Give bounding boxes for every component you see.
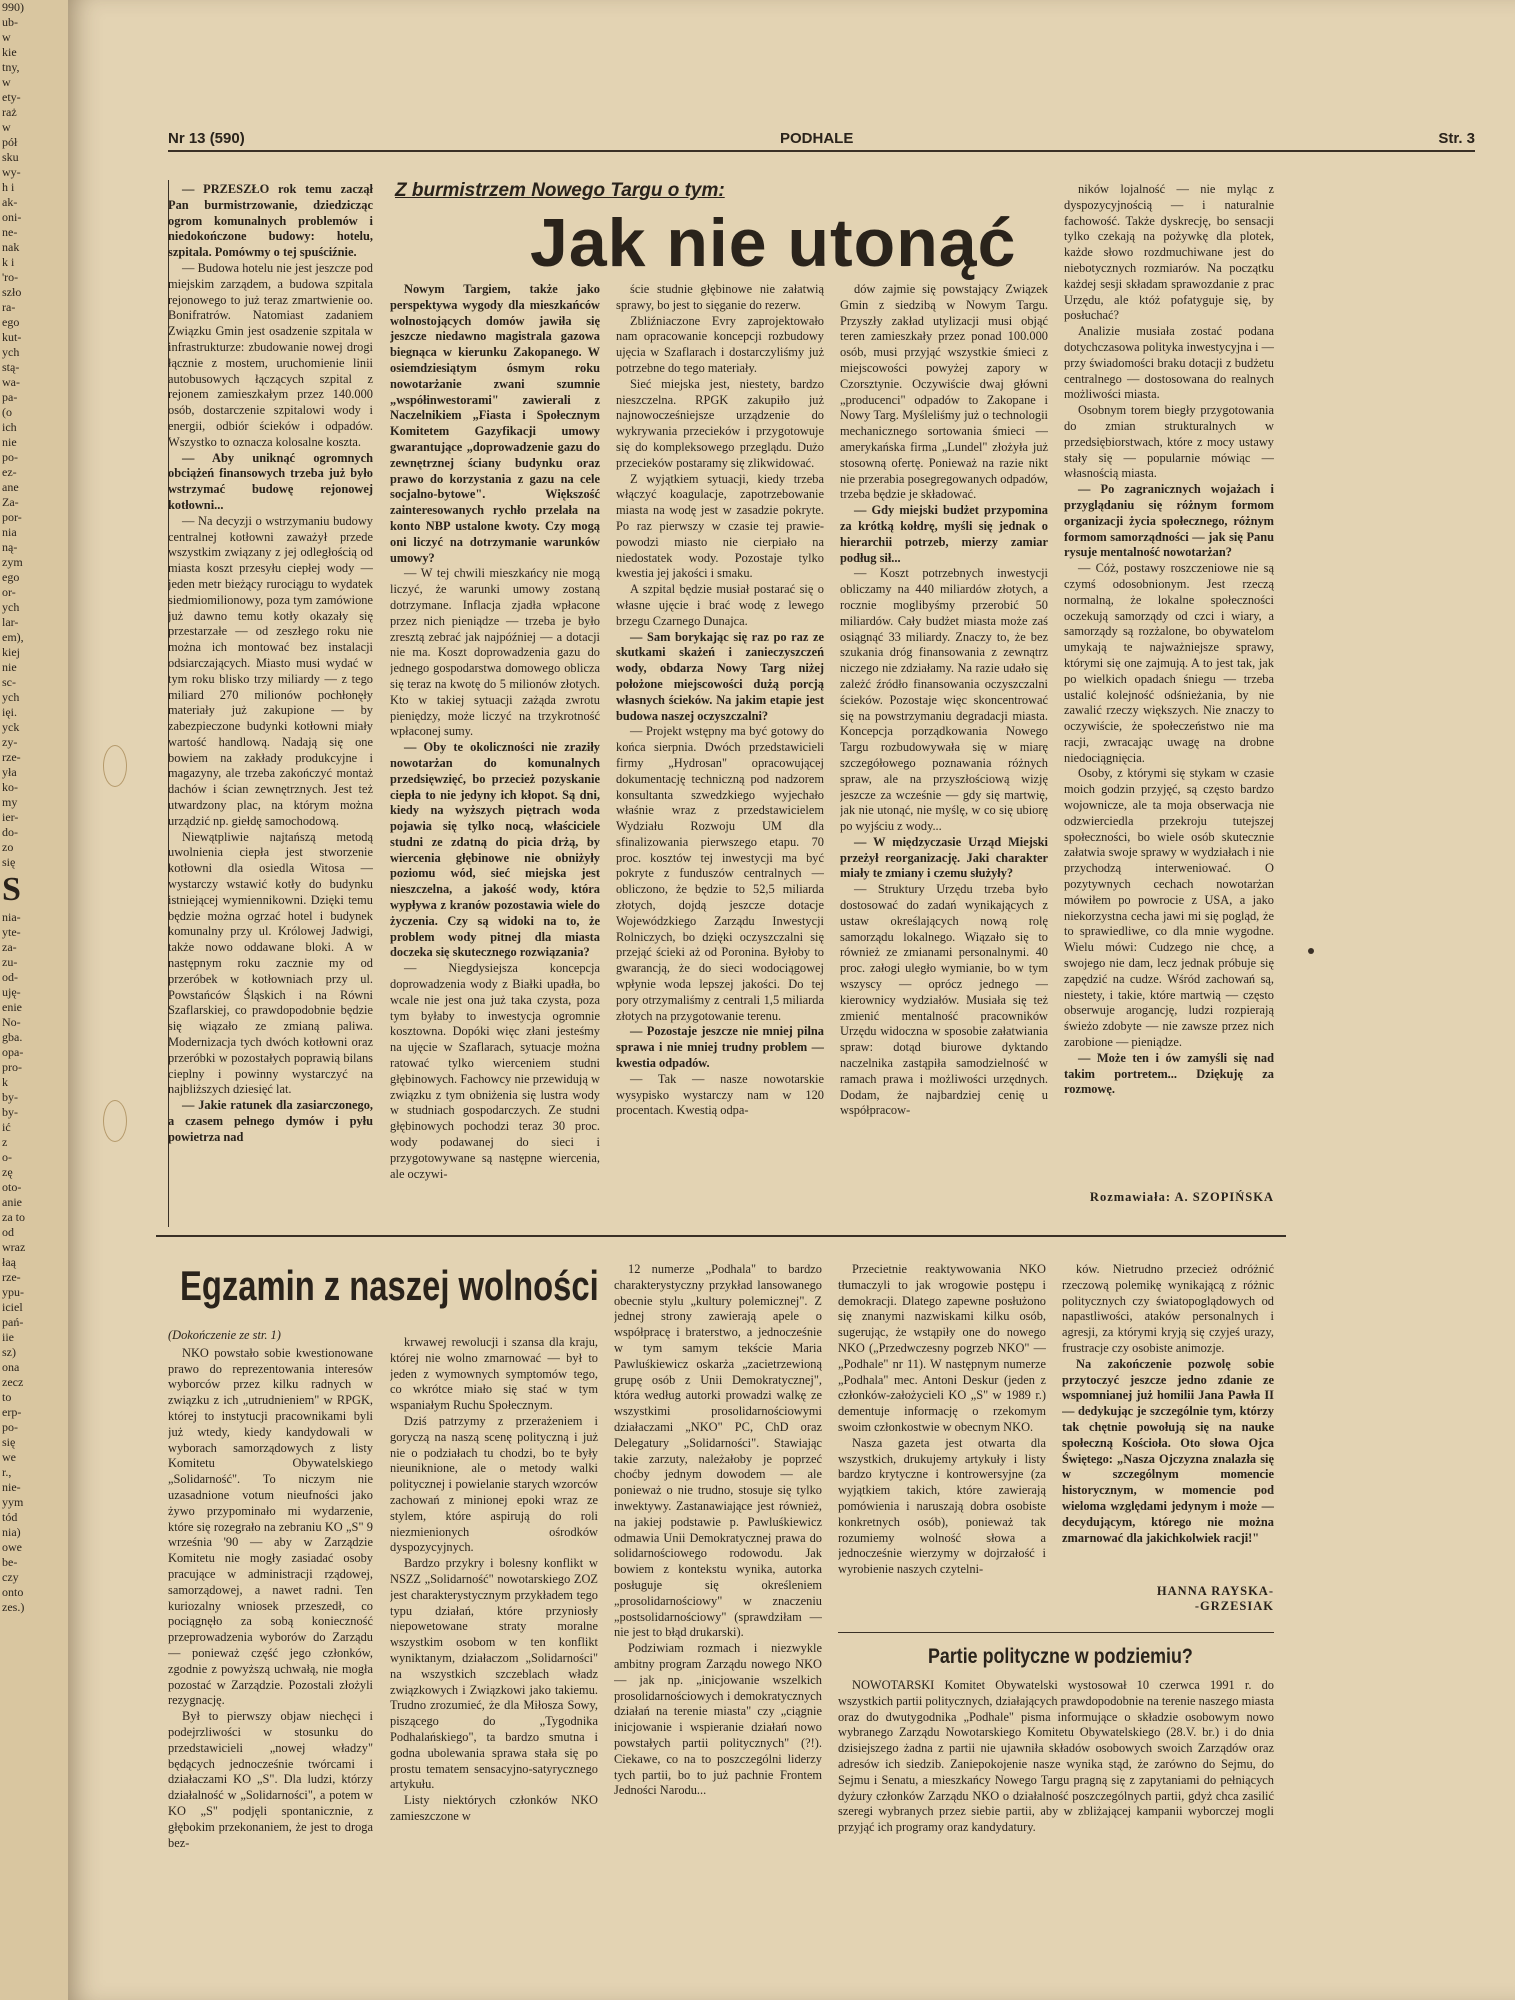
- paragraph: Listy niektórych członków NKO zamieszczone w: [390, 1793, 598, 1823]
- margin-fragment: sc-: [2, 675, 16, 689]
- margin-fragment: k: [2, 1075, 8, 1089]
- margin-fragment: oni-: [2, 210, 22, 224]
- paragraph: dów zajmie się powstający Związek Gmin z siedzibą w Nowym Targu. Przyszły zakład utylizacji musi objąć teren zamieszkały przez ponad 100.000 osób, musi przyjąć wszystkie śmieci z miejscowości powyżej zapory w Czorsztynie. Oczywiście dwaj główni „producenci" odpadów to Zakopane i Nowy Targ. Myśleliśmy już o technologii mechanicznego sortowania śmieci — amerykańska firma „Lundel" złożyła już stosowną ofertę. Ponieważ na razie nikt nie przerabia posegregowanych odpadów, trzeba będzie je składować.: [840, 282, 1048, 502]
- paragraph: — Struktury Urzędu trzeba było dostosować do zadań wynikających z ustaw określających nową rolę samorządu lokalnego. Wiązało się to również ze zmianami personalnymi. 40 proc. załogi uległo wymianie, bo w tym wszyscy — oprócz jednego — kierownicy wydziałów. Musiała się też zmienić mentalność pracowników Urzędu widoczna w sposobie załatwiania spraw: dotąd biurowe dyktando naczelnika zastąpiła samodzielność w ramach prawa i możliwości urzędnych. Dodam, że najbardziej cenię u współpracow-: [840, 882, 1048, 1118]
- article2-column-2: [390, 1335, 598, 1965]
- margin-fragment: ypu-: [2, 1285, 24, 1299]
- paragraph: — Na decyzji o wstrzymaniu budowy centralnej kotłowni zaważył przede wszystkim związany z jej odległością od miasta koszt przesyłu ciepłej wody — jeden metr bieżący rurociągu to wydatek siedmiomilionowy, poza tym zamówione już dawno temu kotły okazały się przestarzałe — od zeszłego roku nie można ich montować bez instalacji odsiarczających. Miasto musi wydać w tym roku blisko trzy miliardy — z tego miliard 270 milionów pochłonęły materiały już zakupione — by zabezpieczone budynki kotłowni miały wartość handlową. Nadają się one bowiem na zakłady produkcyjne i magazyny, ale trzeba zakończyć montaż dachów i ścian zewnętrznych. Jest też utwardzony plac, na którym można urządzić np. giełdę samochodową.: [168, 513, 373, 828]
- paragraph: — Budowa hotelu nie jest jeszcze pod miejskim zarządem, a budowa szpitala rejonowego to już teraz zmartwienie oo. Bonifratrów. Natomiast zadaniem Związku Gmin jest osadzenie szpitala w infrastrukturze: zbudowanie nowej drogi łącznie z mostem, uruchomienie linii autobusowych łączących szpital z rejonem zamieszkałym przez 140.000 osób, dostarczenie szpitalowi wody i energii, odbiór ścieków i odpadów. Wszystko to oznacza kolosalne koszta.: [168, 260, 373, 449]
- margin-fragment: lar-: [2, 615, 19, 629]
- paragraph: Osoby, z którymi się stykam w czasie moich godzin przyjęć, są często bardzo wojownicze, ale ta moja obserwacja nie odzwierciedla przekroju tutejszej społeczności, bo wiele osób skutecznie załatwia swoje sprawy w wydziałach i nie przychodzą interweniować. O pozytywnych cechach nowotarżan mówiłem po powrocie z USA, a jako niekorzystna cecha jawi mi się pogląd, że to sprawiedliwe, co dla mnie wygodne. Wielu mówi: Cudzego nie chcę, a swojego nie dam, lecz jednak próbuje się zapędzić na cudze. Wśród zachowań są, niestety, i takie, które martwią — często obserwuje arogancję, ludzi rozpierają świeżo zdobyte — nie zawsze przez nich zarobione — pieniądze.: [1064, 766, 1274, 1050]
- article1-column-1: [168, 182, 373, 1227]
- paragraph: Na zakończenie pozwolę sobie przytoczyć jeszcze jedno zdanie ze wspomnianej już homilii Jana Pawła II — dedykując je szczególnie tym, którzy tak chętnie powołują się na nauke społeczną Kościoła. Oto słowa Ojca Świętego: „Nasza Ojczyzna znalazła się w szczególnym momencie historycznym, w momencie pod wieloma względami jedynym i może — decydującym, którego nie można zmarnować dla jakichkolwiek racji!": [1062, 1356, 1274, 1545]
- article2-signature: [1062, 1584, 1274, 1614]
- margin-fragment: ez-: [2, 465, 17, 479]
- box-top-rule: [838, 1632, 1274, 1633]
- margin-fragment: o-: [2, 1150, 12, 1164]
- margin-fragment: wraz: [2, 1240, 26, 1254]
- margin-fragment: por-: [2, 510, 22, 524]
- section-divider: [156, 1235, 1286, 1237]
- margin-fragment: z: [2, 1135, 8, 1149]
- margin-fragment: nie: [2, 435, 17, 449]
- margin-fragment: zym: [2, 555, 23, 569]
- paragraph: Bardzo przykry i bolesny konflikt w NSZZ „Solidarność" nowotarskiego ZOZ jest charakterystycznym przykładem tego typu działań, które przyniosły niepowetowane straty moralne wszystkim osobom w ten konflikt wyniktanym, działaczom „Solidarności" na wszystkich szczeblach władz związkowych i Związkowi jako takiemu. Trudno zrozumieć, że dla Miłosza Sowy, piszącego do „Tygodnika Podhalańskiego", ta bardzo smutna i godna ubolewania sprawa stała się po prostu tematem sensacyjno-satyrycznego artykułu.: [390, 1556, 598, 1792]
- paragraph: — Jakie ratunek dla zasiarczonego, a czasem pełnego dymów i pyłu powietrza nad: [168, 1098, 373, 1144]
- margin-fragment: ną-: [2, 540, 18, 554]
- paragraph: Z wyjątkiem sytuacji, kiedy trzeba włączyć koagulacje, zapotrzebowanie miasta na wodę jest w zasadzie pokryte. Po raz pierwszy w czasie tej prawie-powodzi miasto nie cierpiało na niedostatek wody. Pozostaje tylko kwestia jej jakości i smaku.: [616, 471, 824, 581]
- margin-fragment: by-: [2, 1105, 18, 1119]
- margin-fragment: zu-: [2, 955, 18, 969]
- paragraph: — Po zagranicznych wojażach i przyglądaniu się różnym formom organizacji życia społecznego, różnym formom samorządności — jak się Panu rysuje mentalność nowotarżan?: [1064, 482, 1274, 560]
- margin-fragment: zes.): [2, 1600, 25, 1614]
- paragraph: Przecietnie reaktywowania NKO tłumaczyli to jak wrogowie postępu i demokracji. Dlatego zapewne posłużono się znanymi nazwiskami kilku osób, sugerując, że wstąpiły one do nowego NKO („Przedwczesny pogrzeb NKO" — „Podhale" nr 11). W następnym numerze „Podhala" mec. Antoni Deskur (jeden z członków-założycieli KO „S" w 1989 r.) dementuje informację o rzekomym swoim członkostwie w obecnym NKO.: [838, 1262, 1046, 1434]
- paragraph: ście studnie głębinowe nie załatwią sprawy, bo jest to sięganie do rezerw.: [616, 282, 824, 312]
- paragraph: — Sam borykając się raz po raz ze skutkami skażeń i zanieczyszczeń wody, obdarza Nowy Targ niżej położone miejscowości dużą porcją własnych ścieków. Na jakim etapie jest budowa naszej oczyszczalni?: [616, 629, 824, 723]
- margin-fragment: ane: [2, 480, 19, 494]
- margin-fragment: No-: [2, 1015, 21, 1029]
- margin-fragment: ych: [2, 345, 20, 359]
- margin-fragment: pół: [2, 135, 18, 149]
- margin-fragment: 990): [2, 0, 24, 14]
- margin-fragment: po-: [2, 450, 18, 464]
- box-title: Partie polityczne w podziemiu?: [928, 1645, 1193, 1668]
- margin-fragment: nia: [2, 525, 17, 539]
- margin-fragment: w: [2, 30, 11, 44]
- margin-fragment: nie-: [2, 1480, 21, 1494]
- margin-fragment: pań-: [2, 1315, 24, 1329]
- paragraph: — PRZESZŁO rok temu zaczął Pan burmistrzowanie, dziedzicząc ogrom komunalnych problemów i niedokończone budowy: hotelu, szpitala. Pomówmy o tej spuściźnie.: [168, 182, 373, 260]
- paragraph: — Gdy miejski budżet przypomina za krótką kołdrę, myśli się jednak o hierarchii potrzeb, mierzy zamiar podług sił...: [840, 503, 1048, 565]
- article1-column-2: [390, 282, 600, 1227]
- box-text: NOWOTARSKI Komitet Obywatelski wystosował 10 czerwca 1991 r. do wszystkich partii politycznych, działających prawdopodobnie na terenie naszego miasta oraz do dwutygodnika „Podhale" pisma informujące o składzie osobowym nowo wybranego Zarządu Nowotarskiego Komitetu Obywatelskiego (28.V. br.) i do dnia dzisiejszego żadna z partii nie ujawniła składów osobowych swoich Zarządów oraz adresów ich siedzib. Zaniepokojenie nasze wynika stąd, że zarówno do Sejmu, do Sejmu i Senatu, a mieszkańcy Nowego Targu pragną się z zapytaniami do pełniących dyżury członków Zarządu NKO o działalność poszczególnych partii, gdyż chca zasilić szeregi wybranych przez siebie partii, aby w zbliżającej kampanii wyborczej mogli przyjąć ich programy oraz kandydatury.: [838, 1678, 1274, 1835]
- paragraph: Nowym Targiem, także jako perspektywa wygody dla mieszkańców wolnostojących domów jawiła się jeszcze niedawno magistrala gazowa biegnąca w kierunku Zakopanego. W osiemdziesiątym ósmym roku nowotarżanie zwani szumnie „współinwestorami" zawierali z Naczelnikiem „Fiasta i Społecznym Komitetem Gazyfikacji umowy gwarantujące „doprowadzenie gazu do zewnętrznej ściany budynku oraz prawo do korzystania z gazu na cele socjalno-bytowe". Większość zainteresowanych rychło przelała na konto NBP ustalone kwoty. Czy mogą oni liczyć na dotrzymanie warunków umowy?: [390, 282, 600, 565]
- margin-fragment: wa-: [2, 375, 20, 389]
- margin-fragment: 'ro-: [2, 270, 19, 284]
- margin-fragment: ub-: [2, 15, 18, 29]
- article2-column-4: [838, 1262, 1046, 1624]
- margin-fragment: od: [2, 1225, 14, 1239]
- paragraph: NKO powstało sobie kwestionowane prawo do reprezentowania interesów wyborców przez kilku radnych w związku z ich „utrudnieniem" w RPGK, której to instytucji pracownikami byli już wtedy, kiedy kandydowali w wyborach samorządowych z listy Komitetu Obywatelskiego „Solidarność". To niczym nie uzasadnione votum nieufności jako żywo przypominało mi wydarzenie, które się rozegrało na zebraniu KO „S" 9 września '90 — aby w Zarządzie Komitetu nie mogły zasiadać osoby pracujące w administracji rządowej, samorządowej, a nawet radni. Ten kuriozalny wniosek przeszedł, co pociągnęło za sobą konieczność przeprowadzenia wyborów do Zarządu — ponieważ część jego członków, zgodnie z powyższą uchwałą, nie mogła pozostać w Zarządzie. Pozostali złożyli rezygnację.: [168, 1345, 373, 1708]
- paragraph: — Tak — nasze nowotarskie wysypisko wystarczy nam w 120 procentach. Kwestią odpa-: [616, 1071, 824, 1118]
- margin-fragment: yte-: [2, 925, 21, 939]
- margin-fragment: owe: [2, 1540, 22, 1554]
- paragraph: Podziwiam rozmach i niezwykle ambitny program Zarządu nowego NKO — jak np. „inicjowanie wszelkich prosolidarnościowych i demokratycznych działań na terenie miasta" czy „ciągnie inicjowanie i wspieranie działań nowo powstałych partii politycznych" (?!). Ciekawe, co na to poszczególni liderzy tych partii, bo to już pachnie Frontem Jedności Narodu...: [614, 1641, 822, 1798]
- margin-fragment: ego: [2, 315, 20, 329]
- margin-fragment: em),: [2, 630, 24, 644]
- margin-fragment: ięi.: [2, 705, 17, 719]
- margin-fragment: się: [2, 1435, 16, 1449]
- margin-fragment: anie: [2, 1195, 22, 1209]
- paragraph: A szpital będzie musiał postarać się o własne ujęcie i brać wodę z lewego brzegu Czarnego Dunajca.: [616, 582, 824, 628]
- margin-fragment: ić: [2, 1120, 11, 1134]
- margin-fragment: czy: [2, 1570, 19, 1584]
- margin-fragment: we: [2, 1450, 16, 1464]
- margin-fragment: opa-: [2, 1045, 24, 1059]
- margin-fragment: nie: [2, 660, 17, 674]
- article2-headline: Egzamin z naszej wolności: [180, 1262, 599, 1309]
- article1-signature: Rozmawiała: A. SZOPIŃSKA: [1089, 1190, 1274, 1204]
- margin-fragment: by-: [2, 1090, 18, 1104]
- article1-column-4: [840, 282, 1048, 1227]
- margin-fragment: do-: [2, 825, 18, 839]
- margin-fragment: ych: [2, 690, 20, 704]
- margin-fragment: uję-: [2, 985, 21, 999]
- paragraph: ników lojalność — nie myląc z dyspozycyjnością — i naturalnie fachowość. Także dyskrecję, bo sensacji tylko czekają na pożywkę dla plotek, każde słowo rozdmuchiwane jest do niebotycznych rozmiarów. Na początku każdej sesji składam sprawozdanie z prac Urzędu, ale któż pofatyguje się, by posłuchać?: [1064, 182, 1274, 323]
- margin-fragment: rze-: [2, 750, 21, 764]
- article1-column-5: [1064, 182, 1274, 1182]
- margin-fragment: kut-: [2, 330, 22, 344]
- margin-fragment: po-: [2, 1420, 18, 1434]
- margin-fragment: pro-: [2, 1060, 22, 1074]
- margin-fragment: tny,: [2, 60, 20, 74]
- paragraph: Dziś patrzymy z przerażeniem i goryczą na naszą scenę polityczną i już nie o podziałach tu chodzi, bo te były nieuniknione, ale o metody walki politycznej i powielanie starych wzorców zachowań z minionej epoki wraz ze stylem, które aspirują do roli niezmienionych ośrodków dyspozycyjnych.: [390, 1413, 598, 1555]
- article1-column-3: [616, 282, 824, 1227]
- margin-fragment: (o: [2, 405, 12, 419]
- paragraph: 12 numerze „Podhala" to bardzo charakterystyczny przykład lansowanego obecnie stylu „kultury polemicznej". Z jednej strony zawierają apele o współpracę i braterstwo, a jednocześnie w tym samym tekście Maria Pawluśkiewicz oskarża „zacietrzewioną grupę osób z Unii Demokratycznej", która według autorki prowadzi walkę ze wszystkimi prosolidarnościowymi działaczami „NKO" PC, ChD oraz Delegatury „Solidarności". Stawiając takie zarzuty, należałoby je poprzeć choćby jednym dowodem — ale ponieważ o nie trudno, stosuje się tylko inwektywy. Zastanawiające jest również, na jakiej podstawie p. Pawluśkiewicz odmawia Unii Demokratycznej prawa do solidarnościowego rodowodu. Jak bowiem z kontekstu wynika, autorka posługuje się określeniem „prosolidarnościowy" w znaczeniu „postsolidarnościowy" (sprawdziłam — nie jest to błąd drukarski).: [614, 1262, 822, 1640]
- margin-fragment: erp-: [2, 1405, 22, 1419]
- article-headline: Jak nie utonąć: [530, 205, 1017, 281]
- paragraph: Był to pierwszy objaw niechęci i podejrzliwości w stosunku do przedstawicieli „nowej władzy" będących jednocześnie twórcami i działaczami KO „S". Dla ludzi, którzy działalność w „Solidarności", a potem w KO „S" podjęli spontanicznie, z głębokim przekonaniem, że jest to droga bez-: [168, 1709, 373, 1850]
- margin-fragment: S: [2, 871, 21, 908]
- margin-fragment: be-: [2, 1555, 18, 1569]
- paragraph: — Może ten i ów zamyśli się nad takim portretem... Dziękuję za rozmowę.: [1064, 1050, 1274, 1097]
- margin-fragment: enie: [2, 1000, 22, 1014]
- binding-hole: [103, 745, 127, 787]
- article2-column-3: [614, 1262, 822, 1965]
- margin-fragment: w: [2, 120, 11, 134]
- article2-column-1: [168, 1328, 373, 1968]
- margin-fragment: yym: [2, 1495, 24, 1509]
- margin-fragment: zecz: [2, 1375, 24, 1389]
- margin-fragment: yck: [2, 720, 20, 734]
- adjacent-page-margin: [0, 0, 69, 2000]
- margin-fragment: my: [2, 795, 18, 809]
- margin-fragment: ego: [2, 570, 20, 584]
- margin-fragment: ier-: [2, 810, 19, 824]
- paragraph: Analizie musiała zostać podana dotychczasowa polityka inwestycyjna i — przy świadomości braku dotacji z budżetu centralnego — dostosowana do realnych możliwości miasta.: [1064, 324, 1274, 402]
- box-body: [838, 1678, 1274, 1963]
- signature-line-2: -GRZESIAK: [1194, 1599, 1274, 1613]
- page-header: [168, 128, 1475, 152]
- margin-fragment: sku: [2, 150, 19, 164]
- margin-fragment: szło: [2, 285, 22, 299]
- ink-dot: [1308, 948, 1314, 954]
- margin-fragment: ona: [2, 1360, 20, 1374]
- binding-hole: [103, 1100, 127, 1142]
- paragraph: — Cóż, postawy roszczeniowe nie są czymś odosobnionym. Jest rzeczą normalną, że lokalne społeczności oczekują samorządy od czci i wiary, a samorządy są rozżalone, bo obywatelom umykają te najważniejsze sprawy, którymi się one zajmują. A to jest tak, jak po wielkich opadach śniegu — trzeba ustalić kolejność odśnieżania, by nie zawalić rzeczy większych. Nie znaczy to oczywiście, że społeczeństwo nie ma racji, zwracając uwagę na drobne niedociągnięcia.: [1064, 561, 1274, 765]
- paragraph: krwawej rewolucji i szansa dla kraju, której nie wolno zmarnować — był to jeden z wymownych symptomów tego, co wkrótce miało się stać w tym wspaniałym Ruchu Społecznym.: [390, 1335, 598, 1413]
- margin-fragment: nak: [2, 240, 20, 254]
- margin-fragment: yła: [2, 765, 17, 779]
- signature-line-1: HANNA RAYSKA-: [1156, 1584, 1274, 1598]
- paragraph: Zbliźniaczone Evry zaprojektowało nam opracowanie koncepcji rozbudowy ujęcia w Szaflarach i dostarczyliśmy już potrzebne do tego materiały.: [616, 313, 824, 375]
- margin-fragment: ich: [2, 420, 17, 434]
- paragraph: — Pozostaje jeszcze nie mniej pilna sprawa i nie mniej trudny problem — kwestia odpadów.: [616, 1024, 824, 1071]
- margin-fragment: wy-: [2, 165, 21, 179]
- continuation-note: (Dokończenie ze str. 1): [168, 1328, 281, 1342]
- margin-fragment: ych: [2, 600, 20, 614]
- paragraph: Niewątpliwie najtańszą metodą uwolnienia ciepła jest stworzenie kotłowni dla osiedla Witosa — wystarczy wstawić kotły do budynku istniejącej wymiennikowni. Dzięki temu będzie można ogrzać hotel i budynek komunalny przy ul. Królowej Jadwigi, także nowo oddawane bloki. A w następnym roku zacznie my od przeróbek w kotłowniach przy ul. Powstańców Śląskich i na Równi Szaflarskiej, co prawdopodobnie będzie się wiązało ze zmianą paliwa. Modernizacja tych dwóch kotłowni oraz przeróbki w pozostałych poprawią bilans cieplny i powinny wystarczyć na najbliższych dziesięć lat.: [168, 829, 373, 1097]
- margin-fragment: zę: [2, 1165, 13, 1179]
- margin-fragment: tód: [2, 1510, 18, 1524]
- paper-title: PODHALE: [780, 130, 854, 147]
- margin-fragment: ne-: [2, 225, 18, 239]
- margin-fragment: k i: [2, 255, 15, 269]
- margin-fragment: h i: [2, 180, 15, 194]
- margin-fragment: nia-: [2, 910, 21, 924]
- margin-fragment: rze-: [2, 1270, 21, 1284]
- margin-fragment: gba.: [2, 1030, 23, 1044]
- paragraph: Sieć miejska jest, niestety, bardzo nieszczelna. RPGK zakupiło już najnowocześniejsze urządzenie do wykrywania przecieków i przygotowuje się do kompleksowego przeglądu. Dużo przecieków postaramy się zlikwidować.: [616, 376, 824, 470]
- margin-fragment: łaą: [2, 1255, 16, 1269]
- margin-fragment: pa-: [2, 390, 18, 404]
- margin-fragment: r.,: [2, 1465, 12, 1479]
- margin-fragment: kie: [2, 45, 17, 59]
- paragraph: — Niegdysiejsza koncepcja doprowadzenia wody z Białki upadła, bo wcale nie jest ona już taka czysta, poza tym byłaby to inwestycja ogromnie kosztowna. Dopóki więc złani jesteśmy na ujęcie w Szaflarach, sytuacje można ratować tylko wierceniem studni głębinowych. Fachowcy nie przewidują w związku z tym obniżenia się lustra wody w studniach gospodarczych. Ze studni głębinowych pochodzi teraz 30 proc. wody podawanej do sieci i przygotowywane są następne wiercenia, ale oczywi-: [390, 961, 600, 1181]
- margin-fragment: za-: [2, 940, 17, 954]
- margin-fragment: się: [2, 855, 16, 869]
- margin-fragment: ety-: [2, 90, 21, 104]
- margin-fragment: raż: [2, 105, 17, 119]
- paragraph: — Projekt wstępny ma być gotowy do końca sierpnia. Dwóch przedstawicieli firmy „Hydrosan" opracowującej dokumentację techniczną pod nadzorem konsultanta szwedzkiego wyjechało właśnie wraz z przedstawicielem Wydziału Rozwoju UM dla sfinalizowania pierwszego etapu. 70 proc. kosztów tej inwestycji ma być pokryte z funduszów centralnych — obliczono, że będzie to 52,5 miliarda złotych, dojdą jeszcze dotacje Wojewódzkiego Zarządu Inwestycji Rolniczych, bo dzięki oczyszczalni się przejąć ścieki aż od Poronina. Byłoby to gwarancją, że do sieci wodociągowej wpłynie woda lepszej jakości. Do tej pory otrzymaliśmy z centrali 1,5 miliarda złotych na przygotowanie terenu.: [616, 724, 824, 1023]
- paragraph: Nasza gazeta jest otwarta dla wszystkich, drukujemy artykuły i listy bardzo krytyczne i kontrowersyjne (za wyjątkiem takich, które zawierają pomówienia i naruszają dobra osobiste konkretnych osób), ponieważ tak rozumiemy wolność słowa a jednocześnie wierzymy w dojrzałość i wyrobienie naszych czytelni-: [838, 1435, 1046, 1577]
- margin-fragment: onto: [2, 1585, 24, 1599]
- article-kicker: Z burmistrzem Nowego Targu o tym:: [395, 180, 725, 201]
- margin-fragment: nia): [2, 1525, 21, 1539]
- paragraph: — Oby te okoliczności nie zraziły nowotarżan do komunalnych przedsięwzięć, bo przecież pozyskanie ciepła to nie jedyny ich kłopot. Są dni, kiedy na wyższych piętrach woda pojawia się tylko nocą, właściciele studni ze zdatną do picia drżą, by wiercenia głębinowe nie obniżyły poziomu wód, sieć miejska jest nieszczelna, a jakość wody, która wypływa z kranów pozostawia wiele do życzenia. Czy są widoki na to, że problem wody pitnej dla miasta doczeka się skutecznego rozwiązania?: [390, 740, 600, 960]
- paragraph: ków. Nietrudno przecież odróżnić rzeczową polemikę wynikającą z różnic politycznych czy światopoglądowych od napastliwości, ataków personalnych i agresji, za którymi kryją się czyjeś urazy, frustracje czy osobiste animozje.: [1062, 1262, 1274, 1355]
- margin-fragment: kiej: [2, 645, 20, 659]
- newspaper-page: [68, 0, 1515, 2000]
- margin-fragment: iie: [2, 1330, 14, 1344]
- margin-fragment: sz): [2, 1345, 16, 1359]
- margin-fragment: to: [2, 1390, 12, 1404]
- margin-fragment: ak-: [2, 195, 18, 209]
- margin-fragment: Za-: [2, 495, 19, 509]
- margin-fragment: iciel: [2, 1300, 23, 1314]
- margin-fragment: or-: [2, 585, 16, 599]
- margin-fragment: zo: [2, 840, 14, 854]
- paragraph: Osobnym torem biegły przygotowania do zmian strukturalnych w przedsiębiorstwach, które z mocy ustawy stały się — popularnie mówiąc — własnością miasta.: [1064, 403, 1274, 481]
- paragraph: — W tej chwili mieszkańcy nie mogą liczyć, że warunki umowy zostaną dotrzymane. Inflacja zjadła wpłacone przez nich pieniądze — trzeba je było zresztą zebrać jak najpóźniej — a dotacji nie ma. Koszt doprowadzenia gazu do jednego gospodarstwa domowego oblicza się teraz na kwotę do 5 milionów złotych. Kto w takiej sytuacji zażąda zwrotu pieniędzy, może liczyć na trzykrotność wpłaconej sumy.: [390, 566, 600, 739]
- margin-fragment: od-: [2, 970, 18, 984]
- margin-fragment: oto-: [2, 1180, 22, 1194]
- margin-fragment: zy-: [2, 735, 18, 749]
- issue-number: Nr 13 (590): [168, 130, 245, 147]
- article2-column-5: [1062, 1262, 1274, 1562]
- margin-fragment: stą-: [2, 360, 20, 374]
- paragraph: — W międzyczasie Urząd Miejski przeżył reorganizację. Jaki charakter miały te zmiany i czemu służyły?: [840, 834, 1048, 881]
- paragraph: — Koszt potrzebnych inwestycji obliczamy na 440 miliardów złotych, a rocznie moglibyśmy przerobić 50 miliardów. Cały budżet miasta może zaś osiągnąć 33 miliardy. Znaczy to, że bez szukania dróg finansowania z zewnątrz niczego nie zdziałamy. Na razie udało się zależć źródło finansowania oczyszczalni ścieków. Pozostaje więc skoncentrować się na powstrzymaniu degradacji miasta. Koncepcja porządkowania Nowego Targu rozbudowywała się w miarę szczegółowego poznawania różnych spraw, ale na przyszłościową wizję jeszcze za wcześnie — gdy się martwię, jak nie utonąć, nie myślę, w co się ubiorę po wyjściu z wody...: [840, 566, 1048, 834]
- margin-fragment: ra-: [2, 300, 16, 314]
- margin-fragment: w: [2, 75, 11, 89]
- page-number: Str. 3: [1438, 130, 1475, 147]
- margin-fragment: za to: [2, 1210, 25, 1224]
- paragraph: — Aby uniknąć ogromnych obciążeń finansowych trzeba już było wstrzymać budowę rejonowej kotłowni...: [168, 450, 373, 512]
- margin-fragment: ko-: [2, 780, 18, 794]
